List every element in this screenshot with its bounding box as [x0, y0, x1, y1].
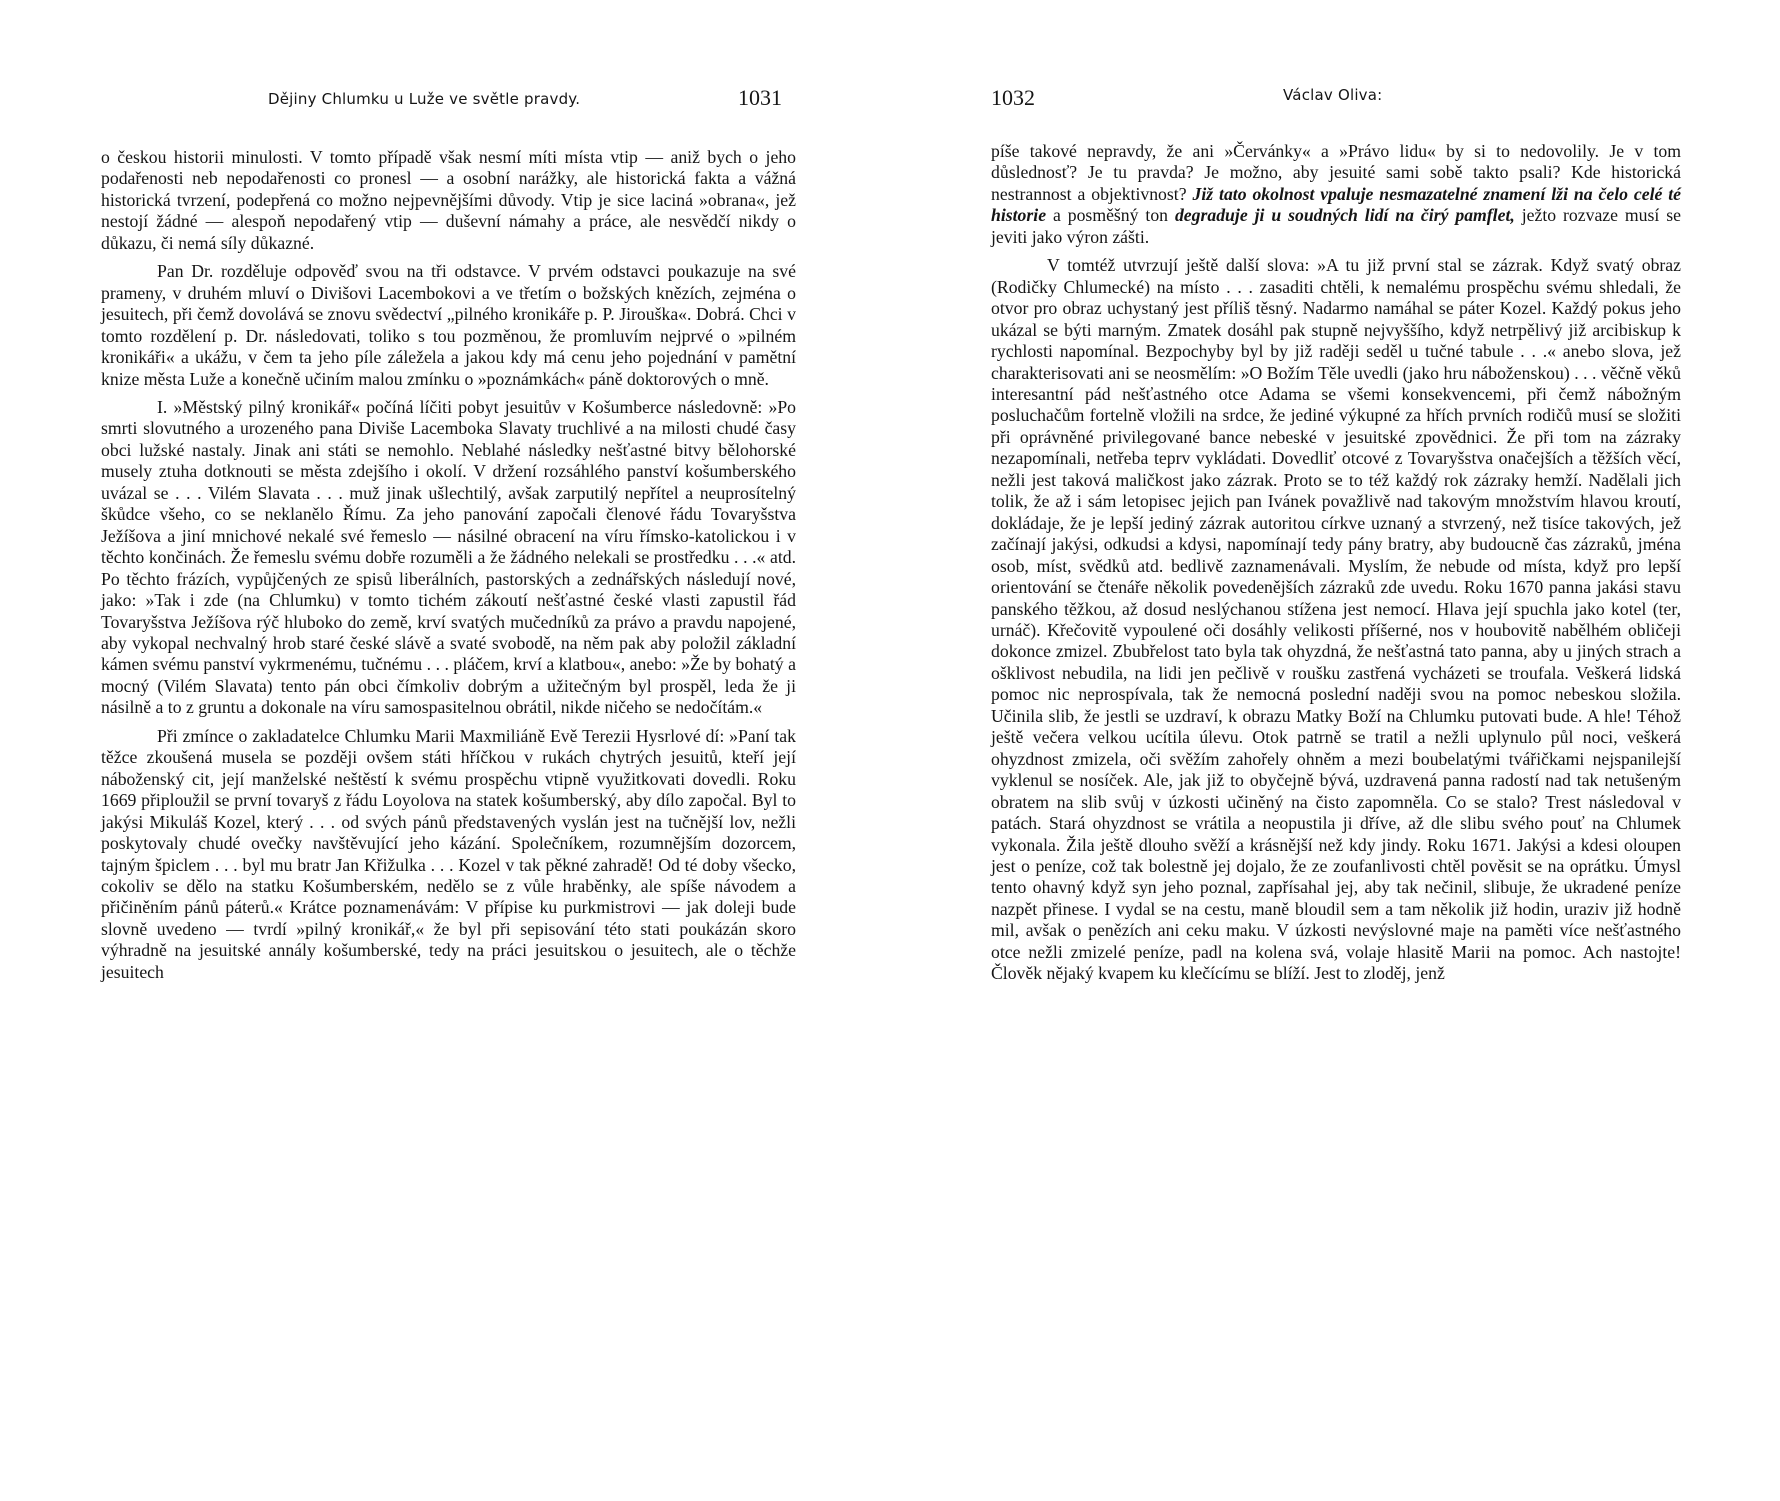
text-run: píše takové nepravdy, že ani »Červánky« a »Právo lidu« by si to nedovolily. Je v tom důslednosť? Je tu pravda? Je možno, aby jesuité sami sobě takto psali? Kde historická nestrannost a objektivnost?	[991, 141, 1681, 204]
right-page	[890, 0, 1780, 1501]
paragraph: Při zmínce o zakladatelce Chlumku Marii Maxmiliáně Evě Terezii Hysrlové dí: »Paní tak těžce zkoušená musela se později ovšem státi hříčkou v rukách chytrých jesuitů, kteří její náboženský cit, její manželské neštěstí k svému prospěchu vtipně využitkovati dovedli. Roku 1669 připloužil se první tovaryš z řádu Loyolova na statek košumberský, aby dílo započal. Byl to jakýsi Mikuláš Kozel, který . . . od svých pánů představených vyslán jest na tučnější lov, nežli poskytovaly chudé ovečky navštěvující jeho kázání. Společníkem, rozumnějším dozorcem, tajným špiclem . . . byl mu bratr Jan Křižulka . . . Kozel v tak pěkné zahradě! Od té doby všecko, cokoliv se dělo na statku Košumberském, nedělo se z vůle hraběnky, ale spíše návodem a přičiněním pánů páterů.« Krátce poznamenávám: V přípise ku purkmistrovi — jak doleji bude slovně uvedeno — tvrdí »pilný kronikář,« že byl při sepisování této stati poukázán skoro výhradně na jesuitské annály košumberské, tedy na práci jesuitskou o jesuitech, ale o těchže jesuitech	[101, 725, 796, 982]
text-run: ježto rozvaze musí se jeviti jako výron zášti.	[991, 205, 1681, 247]
body-text	[101, 147, 796, 983]
page-number: 1031	[738, 85, 782, 110]
body-text	[991, 141, 1681, 985]
paragraph: Pan Dr. rozděluje odpověď svou na tři odstavce. V prvém odstavci poukazuje na své prameny, v druhém mluví o Divišovi Lacembokovi a ve třetím o božských knězích, zejména o jesuitech, při čemž dovolává se znovu svědectví „pilného kronikáře p. P. Jirouška«. Dobrá. Chci v tomto rozdělení p. Dr. následovati, toliko s tou pozměnou, že promluvím nejprvé o »pilném kronikáři« a ukážu, v čem ta jeho píle záležela a jakou kdy má cenu jeho pojednání v pamětní knize města Luže a konečně učiním malou zmínku o »poznámkách« páně doktorových o mně.	[101, 261, 796, 389]
emphasis-text: Již tato okolnost vpaluje nesmazatelné znamení lži na čelo celé té historie	[991, 183, 1682, 226]
running-header-author: Václav Oliva:	[1283, 86, 1383, 104]
paragraph: o českou historii minulosti. V tomto případě však nesmí míti místa vtip — aniž bych o jeho podařenosti neb nepodařenosti co pronesl — a osobní narážky, ale historická fakta a vážná historická tvrzení, podepřená co možno nejpevnějšími důvody. Vtip je sice laciná »obrana«, jež nestojí žádné — alespoň nepodařený vtip — duševní námahy a práce, ale nesvědčí nikdy o důkazu, či nemá síly důkazné.	[101, 147, 796, 253]
text-run: a posměšný ton	[1046, 205, 1175, 226]
emphasis-text: degraduje ji u soudných lidí na čirý pamflet,	[1174, 205, 1515, 226]
paragraph: V tomtéž utvrzují ještě další slova: »A tu již první stal se zázrak. Když svatý obraz (Rodičky Chlumecké) na místo . . . zasaditi chtěli, k nemalému prospěchu svému shledali, že otvor pro obraz uchystaný jest příliš těsný. Nadarmo namáhal se páter Kozel. Každý pokus jeho ukázal se býti marným. Zmatek dosáhl pak stupně nejvyššího, když netrpělivý již arcibiskup k rychlosti napomínal. Bezpochyby byl by již raději seděl u tučné tabule . . .« anebo slova, jež charakterisovati ani se neosmělím: »O Božím Těle uvedli (jako hru náboženskou) . . . věčně věků interesantní pád nešťastného otce Adama se všemi konsekvencemi, při čemž nábožným posluchačům fortelně vložili na srdce, že jediné výkupné za hřích prvních rodičů musí se složiti při oprávněné privilegované bance nebeské v jesuitské zpovědnici. Že při tom na zázraky nezapomínali, netřeba teprv vykládati. Dovedliť otcové z Tovaryšstva onačejších a těžších věcí, nežli jest taková maličkost jako zázrak. Proto se to též každý rok zázraky hemží. Nadělali jich tolik, že až i sám letopisec jejich pan Ivánek považlivě nad takovým množstvím hlavou kroutí, dokládaje, že je lepší jediný zázrak autoritou církve uznaný a stvrzený, než tisíce takových, jež začínají jakýsi, odkudsi a kdysi, napomínají tedy pány bratry, aby budoucně čas zázraků, jména osob, míst, svědků atd. bedlivě zaznamenávali. Myslím, že nebude od místa, když pro lepší orientování se čtenáře několik povedenějších zázraků zde uvedu. Roku 1670 panna jakási stavu panského těžkou, až dosud neslýchanou stížena jest nemocí. Hlava její spuchla jako kotel (ter, urnáč). Křečovitě vypoulené oči dosáhly velikosti příšerné, nos v houbovitě nabělhém obličeji dokonce zmizel. Zbubřelost tato byla tak ohyzdná, že nešťastná tato panna, aby u jiných strach a ošklivost nebudila, na lidi jen pečlivě v roušku zastřená vycházeti se troufala. Veškerá lidská pomoc nic neprospívala, tak že nemocná poslední naději svou na pomoc nebeskou složila. Učinila slib, že jestli se uzdraví, k obrazu Matky Boží na Chlumku putovati bude. A hle! Téhož ještě večera velkou ucítila úlevu. Otok patrně se tratil a nežli uplynulo půl noci, veškerá ohyzdnost zmizela, oči svěžím zahořely ohněm a mezi boubelatými tvářičkami nejspanilejší vyklenul se nosíček. Ale, jak již to obyčejně bývá, uzdravená panna radostí nad tak netušeným obratem na slib svůj v úzkosti učiněný na čisto zapomněla. Co se stalo? Trest následoval v patách. Stará ohyzdnost se vrátila a neopustila ji dříve, až dle slibu svého pouť na Chlumek vykonala. Žila ještě dlouho svěží a krásnější než kdy jindy. Roku 1671. Jakýsi a kdesi oloupen jest o peníze, což tak bolestně jej dojalo, že ze zoufanlivosti chtěl pověsit se na oprátku. Úmysl tento ohavný když syn jeho poznal, zapřísahal jej, aby tak nečinil, slibuje, že ukradené peníze nazpět přinese. I vydal se na cestu, maně bloudil sem a tam několik již hodin, uraziv již hodně mil, avšak o penězích ani ceku maku. V úzkosti nevýslovné maje na paměti více nešťastného otce nežli zmizelé peníze, padl na kolena svá, volaje hlasitě Marii na pomoc. Ach nastojte! Člověk nějaký kvapem ku klečícímu se blíží. Jest to zloděj, jenž	[991, 255, 1681, 984]
running-header-title: Dějiny Chlumku u Luže ve světle pravdy.	[268, 90, 581, 108]
paragraph: I. »Městský pilný kronikář« počíná líčiti pobyt jesuitův v Košumberce následovně: »Po smrti slovutného a urozeného pana Diviše Lacemboka Slavaty truchlivé a na milosti chudé časy obci lužské nastaly. Jinak ani státi se nemohlo. Neblahé následky nešťastné bitvy bělohorské musely ztuha dotknouti se města zdejšího i okolí. V držení rozsáhlého panství košumberského uvázal se . . . Vilém Slavata . . . muž jinak ušlechtilý, avšak zarputilý nepřítel a neuprosítelný škůdce všeho, co se neklanělo Římu. Za jeho panování započali členové řádu Tovaryšstva Ježíšova a jiní mnichové nekalé své řemeslo — násilné obracení na víru římsko-katolickou i v těchto končinách. Že řemeslu svému dobře rozuměli a že žádného nelekali se prostředku . . .« atd. Po těchto frázích, vypůjčených ze spisů liberálních, pastorských a zednářských následují nové, jako: »Tak i zde (na Chlumku) v tomto tichém zákoutí nešťastné české vlasti zapustil řád Tovaryšstva Ježíšova rýč hluboko do země, krví svatých mučedníků za právo a pravdu napojené, aby vykopal nechvalný hrob staré české slávě a svaté svobodě, na něm pak aby položil základní kámen svému panství vykrmenému, tučnému . . . pláčem, krví a klatbou«, anebo: »Že by bohatý a mocný (Vilém Slavata) tento pán obci čímkoliv dobrým a užitečným byl prospěl, leda že ji násilně a to z gruntu a dokonale na víru samospasitelnou obrátil, nikde ničeho se nedočítám.«	[101, 396, 796, 718]
page-number: 1032	[991, 85, 1035, 110]
paragraph	[991, 141, 1681, 248]
